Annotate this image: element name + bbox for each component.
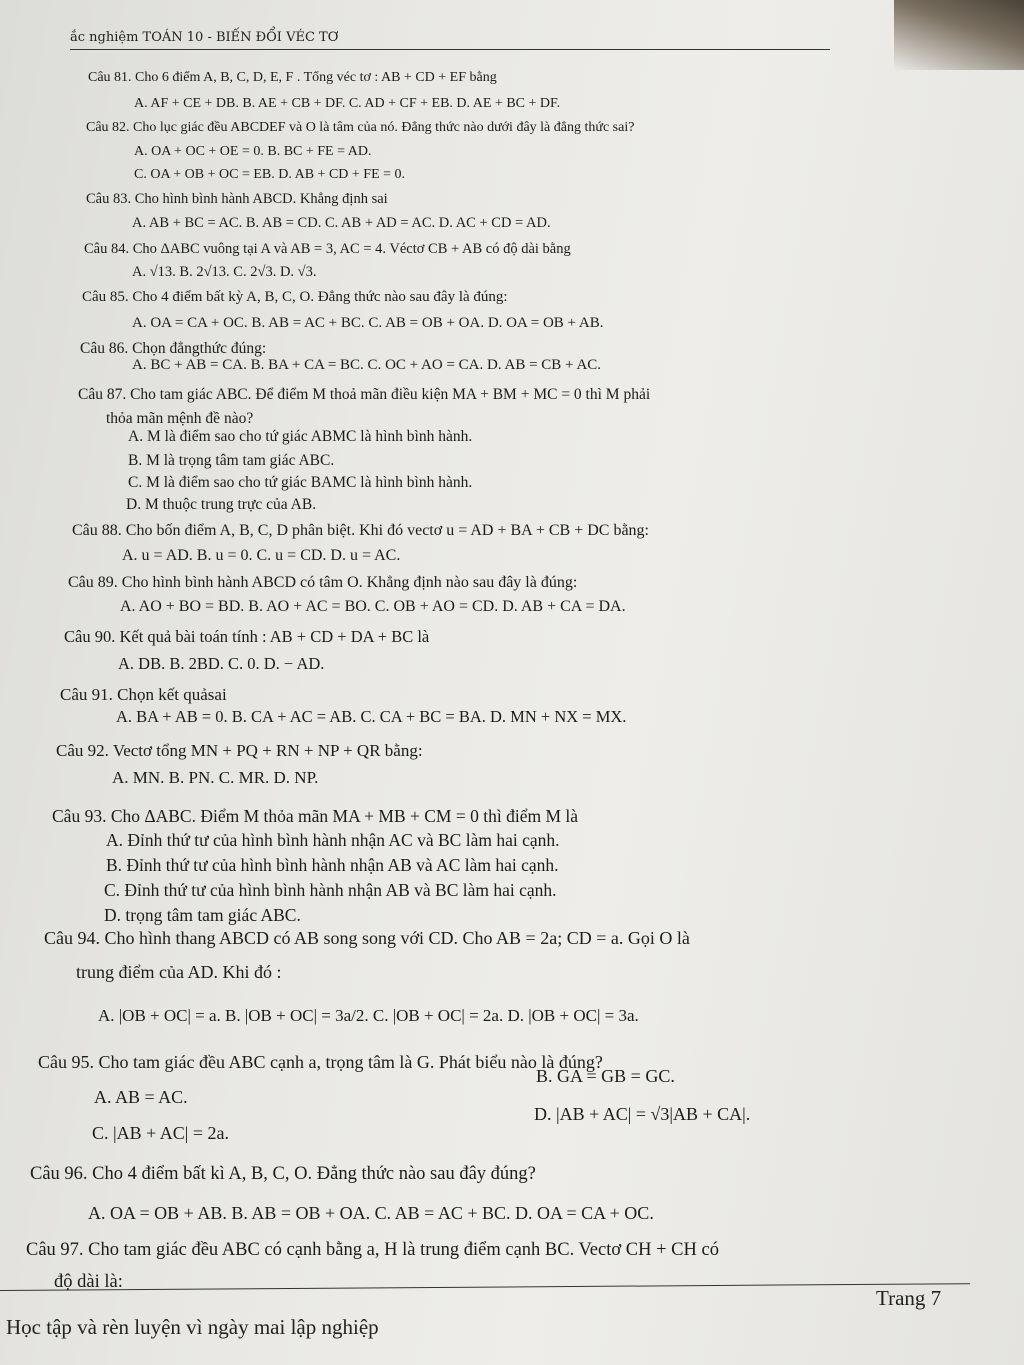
question-line: Câu 94. Cho hình thang ABCD có AB song song với CD. Cho AB = 2a; CD = a. Gọi O là bbox=[44, 928, 690, 948]
question-line: Câu 95. Cho tam giác đều ABC cạnh a, trọng tâm là G. Phát biểu nào là đúng? bbox=[38, 1052, 603, 1072]
footer-motto: Học tập và rèn luyện vì ngày mai lập nghiệp bbox=[6, 1315, 379, 1339]
answer-line: A. AB = AC. bbox=[94, 1087, 188, 1107]
question-line: Câu 84. Cho ΔABC vuông tại A và AB = 3, AC = 4. Véctơ CB + AB có độ dài bằng bbox=[84, 241, 571, 257]
question-line: Câu 96. Cho 4 điểm bất kì A, B, C, O. Đẳng thức nào sau đây đúng? bbox=[30, 1164, 536, 1184]
answer-line: A. BC + AB = CA. B. BA + CA = BC. C. OC + AO = CA. D. AB = CB + AC. bbox=[132, 357, 602, 373]
question-line: Câu 83. Cho hình bình hành ABCD. Khẳng định sai bbox=[86, 191, 388, 207]
question-line: Câu 88. Cho bốn điểm A, B, C, D phân biệt. Khi đó vectơ u = AD + BA + CB + DC bằng: bbox=[72, 522, 649, 539]
answer-line: B. GA = GB = GC. bbox=[536, 1066, 675, 1086]
answer-line: B. M là trọng tâm tam giác ABC. bbox=[128, 452, 335, 469]
answer-line: A. u = AD. B. u = 0. C. u = CD. D. u = AC. bbox=[122, 547, 401, 564]
question-line: Câu 97. Cho tam giác đều ABC có cạnh bằng a, H là trung điểm cạnh BC. Vectơ CH + CH có bbox=[26, 1240, 719, 1260]
answer-line: C. OA + OB + OC = EB. D. AB + CD + FE = 0. bbox=[134, 167, 406, 182]
folded-corner bbox=[894, 0, 1024, 70]
answer-line: A. AF + CE + DB. B. AE + CB + DF. C. AD + CF + EB. D. AE + BC + DF. bbox=[134, 96, 561, 111]
answer-line: B. Đỉnh thứ tư của hình bình hành nhận AB và AC làm hai cạnh. bbox=[106, 855, 559, 875]
answer-line: A. Đỉnh thứ tư của hình bình hành nhận AC và BC làm hai cạnh. bbox=[106, 830, 560, 850]
answer-line: A. |OB + OC| = a. B. |OB + OC| = 3a/2. C. |OB + OC| = 2a. D. |OB + OC| = 3a. bbox=[98, 1006, 639, 1025]
answer-line: D. |AB + AC| = √3|AB + CA|. bbox=[534, 1104, 751, 1124]
question-line: Câu 87. Cho tam giác ABC. Để điểm M thoả mãn điều kiện MA + BM + MC = 0 thì M phải bbox=[78, 386, 651, 403]
answer-line: A. M là điểm sao cho tứ giác ABMC là hình bình hành. bbox=[128, 428, 473, 445]
page-header: ắc nghiệm TOÁN 10 - BIẾN ĐỔI VÉC TƠ bbox=[70, 30, 830, 50]
question-line: Câu 81. Cho 6 điểm A, B, C, D, E, F . Tổng véc tơ : AB + CD + EF bằng bbox=[88, 70, 497, 85]
question-line-cont: trung điểm của AD. Khi đó : bbox=[76, 962, 282, 982]
answer-line: A. √13. B. 2√13. C. 2√3. D. √3. bbox=[132, 264, 317, 280]
answer-line: A. OA = OB + AB. B. AB = OB + OA. C. AB = AC + BC. D. OA = CA + OC. bbox=[88, 1203, 654, 1223]
footer-divider bbox=[0, 1283, 970, 1291]
question-line: Câu 91. Chọn kết quảsai bbox=[60, 685, 227, 704]
answer-line: C. |AB + AC| = 2a. bbox=[92, 1123, 230, 1143]
answer-line: C. M là điểm sao cho tứ giác BAMC là hình bình hành. bbox=[128, 474, 473, 491]
question-line: Câu 89. Cho hình bình hành ABCD có tâm O. Khẳng định nào sau đây là đúng: bbox=[68, 574, 578, 591]
question-line-cont: thỏa mãn mệnh đề nào? bbox=[106, 410, 254, 427]
answer-line: A. DB. B. 2BD. C. 0. D. − AD. bbox=[118, 654, 325, 673]
question-line: Câu 93. Cho ΔABC. Điểm M thỏa mãn MA + MB + CM = 0 thì điểm M là bbox=[52, 806, 579, 826]
answer-line: A. BA + AB = 0. B. CA + AC = AB. C. CA + BC = BA. D. MN + NX = MX. bbox=[116, 707, 627, 726]
answer-line: A. OA = CA + OC. B. AB = AC + BC. C. AB = OB + OA. D. OA = OB + AB. bbox=[132, 315, 604, 331]
answer-line: A. AO + BO = BD. B. AO + AC = BO. C. OB + AO = CD. D. AB + CA = DA. bbox=[120, 598, 626, 615]
question-line: Câu 86. Chọn đẳngthức đúng: bbox=[80, 340, 267, 357]
answer-line: C. Đỉnh thứ tư của hình bình hành nhận AB và BC làm hai cạnh. bbox=[104, 880, 557, 900]
answer-line: A. OA + OC + OE = 0. B. BC + FE = AD. bbox=[134, 144, 372, 159]
question-line-cont: độ dài là: bbox=[54, 1272, 123, 1292]
page-number: Trang 7 bbox=[876, 1286, 942, 1310]
answer-line: D. M thuộc trung trực của AB. bbox=[126, 496, 317, 513]
question-line: Câu 85. Cho 4 điểm bất kỳ A, B, C, O. Đẳng thức nào sau đây là đúng: bbox=[82, 289, 508, 305]
answer-line: D. trọng tâm tam giác ABC. bbox=[104, 905, 301, 925]
question-line: Câu 92. Vectơ tổng MN + PQ + RN + NP + QR bằng: bbox=[56, 741, 423, 760]
answer-line: A. AB + BC = AC. B. AB = CD. C. AB + AD = AC. D. AC + CD = AD. bbox=[132, 215, 551, 231]
answer-line: A. MN. B. PN. C. MR. D. NP. bbox=[112, 768, 319, 787]
question-line: Câu 90. Kết quả bài toán tính : AB + CD + DA + BC là bbox=[64, 627, 430, 646]
question-line: Câu 82. Cho lục giác đều ABCDEF và O là tâm của nó. Đẳng thức nào dưới đây là đẳng thức sai? bbox=[86, 120, 635, 135]
